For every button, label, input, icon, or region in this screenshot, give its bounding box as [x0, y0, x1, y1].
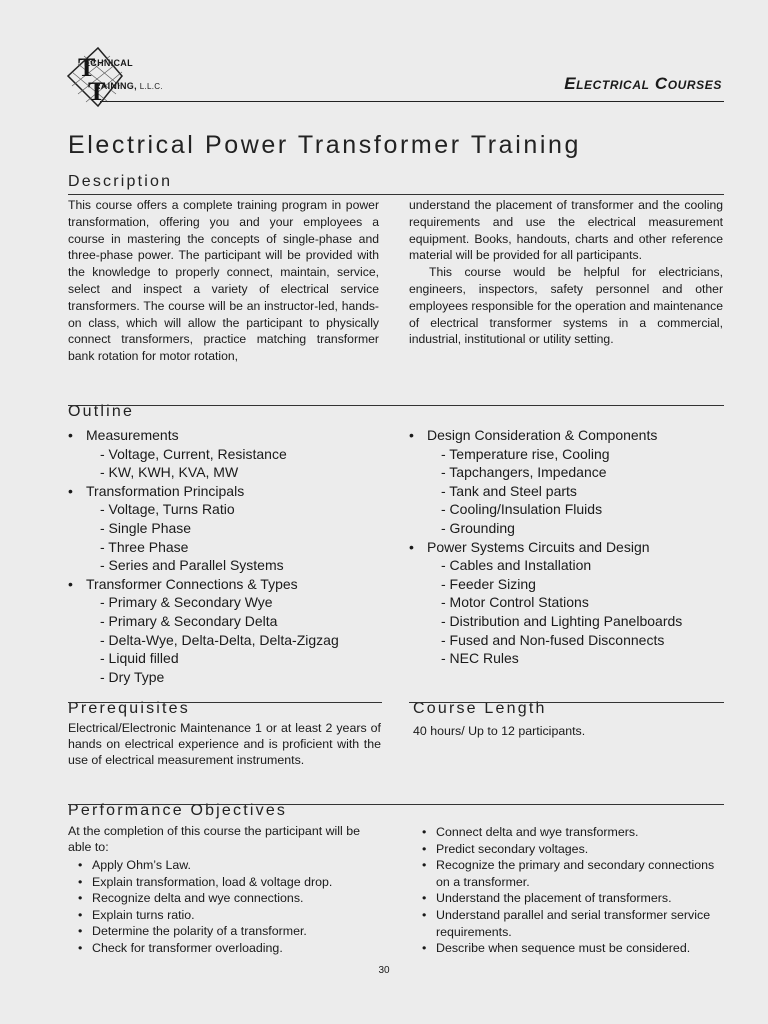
outline-subtopic: - Dry Type — [100, 668, 165, 685]
header-divider — [100, 101, 724, 102]
outline-subtopic: - Series and Parallel Systems — [100, 557, 284, 574]
description-right-text — [409, 197, 723, 348]
logo-text-technical: ECHNICAL — [84, 58, 133, 68]
outline-subtopic: - Motor Control Stations — [441, 594, 589, 611]
outline-subtopic: - Cooling/Insulation Fluids — [441, 501, 603, 518]
logo-text-llc: L.L.C. — [139, 82, 163, 91]
objective-item: • Explain turns ratio. — [76, 907, 396, 924]
objective-item: • Connect delta and wye transformers. — [420, 824, 730, 841]
outline-subtopic: - Grounding — [441, 519, 515, 536]
objectives-right-list — [420, 824, 730, 957]
page-title: Electrical Power Transformer Training — [68, 131, 582, 159]
outline-topic: • Transformation Principals — [68, 482, 398, 501]
outline-subtopic: - Delta-Wye, Delta-Delta, Delta-Zigzag — [100, 631, 339, 648]
outline-subtopic: - Temperature rise, Cooling — [441, 445, 610, 462]
outline-rule — [68, 405, 724, 406]
outline-right-column — [409, 426, 729, 668]
objective-item: • Recognize the primary and secondary connections on a transformer. — [420, 857, 730, 890]
objective-item: • Check for transformer overloading. — [76, 940, 396, 957]
logo-text-training — [94, 81, 163, 91]
objectives-intro: At the completion of this course the participant will be able to: — [68, 824, 361, 855]
prerequisites-rule — [68, 702, 382, 703]
description-right-para-2 — [409, 264, 723, 348]
objective-item: • Understand parallel and serial transformer service requirements. — [420, 907, 730, 940]
outline-subtopic: - Liquid filled — [100, 650, 179, 667]
outline-topic: • Power Systems Circuits and Design — [409, 538, 729, 557]
outline-topic: • Measurements — [68, 426, 398, 445]
objectives-rule — [68, 804, 724, 805]
prerequisites-heading: Prerequisites — [68, 700, 190, 717]
page-number: 30 — [378, 965, 390, 976]
outline-subtopic: - Cables and Installation — [441, 557, 592, 574]
outline-topic: • Transformer Connections & Types — [68, 575, 398, 594]
outline-subtopic: - Fused and Non-fused Disconnects — [441, 631, 665, 648]
prerequisites-text: Electrical/Electronic Maintenance 1 or at least 2 years of hands on electrical experience and is proficient with the use of electrical measurement instruments. — [68, 721, 381, 768]
logo-text-training-word: RAINING, — [94, 81, 137, 91]
objective-item: • Understand the placement of transformers. — [420, 890, 730, 907]
svg-text:T: T — [88, 77, 106, 106]
outline-subtopic: - Primary & Secondary Delta — [100, 612, 278, 629]
outline-subtopic: - Distribution and Lighting Panelboards — [441, 612, 683, 629]
outline-subtopic: - Primary & Secondary Wye — [100, 594, 273, 611]
description-right-para-1: understand the placement of transformer and the cooling requirements and use the electrical measurement equipment. Books, handouts, charts and other reference material will be provided for all participants. — [409, 198, 723, 263]
outline-subtopic: - Tapchangers, Impedance — [441, 464, 607, 481]
outline-subtopic: - Tank and Steel parts — [441, 482, 577, 499]
outline-topic: • Design Consideration & Components — [409, 426, 729, 445]
objectives-left-list — [76, 857, 396, 957]
objective-item: • Determine the polarity of a transformer. — [76, 923, 396, 940]
outline-subtopic: - Feeder Sizing — [441, 575, 536, 592]
outline-subtopic: - NEC Rules — [441, 650, 519, 667]
objective-item: • Recognize delta and wye connections. — [76, 890, 396, 907]
svg-text:T: T — [78, 53, 96, 82]
description-heading: Description — [68, 173, 173, 190]
outline-left-column — [68, 426, 398, 686]
objective-item: • Describe when sequence must be considered. — [420, 940, 730, 957]
description-left-text: This course offers a complete training program in power transformation, offering you and your employees a course in mastering the concepts of single-phase and three-phase power. The participant will be provided with the knowledge to properly connect, maintain, service, select and inspect a variety of electrical service transformers. The course will be an instructor-led, hands-on class, which will allow the participant to physically connect transformers, practice matching transformer bank rotation for motor rotation, — [68, 198, 379, 364]
description-right-para-2-text: This course would be helpful for electricians, engineers, inspectors, safety personnel and other employees responsible for the operation and maintenance of electrical transformer systems in a commercial, industrial, institutional or utility setting. — [409, 265, 723, 347]
objective-item: • Explain transformation, load & voltage drop. — [76, 874, 396, 891]
course-length-rule — [409, 702, 724, 703]
objective-item: • Predict secondary voltages. — [420, 841, 730, 858]
outline-subtopic: - Voltage, Turns Ratio — [100, 501, 235, 518]
description-rule — [68, 194, 724, 195]
objective-item: • Apply Ohm’s Law. — [76, 857, 396, 874]
outline-heading: Outline — [68, 403, 135, 420]
course-category: Electrical Courses — [564, 74, 722, 93]
outline-subtopic: - Three Phase — [100, 538, 189, 555]
outline-subtopic: - Voltage, Current, Resistance — [100, 445, 287, 462]
course-length-heading: Course Length — [413, 700, 547, 717]
outline-subtopic: - KW, KWH, KVA, MW — [100, 464, 239, 481]
course-length-text: 40 hours/ Up to 12 participants. — [413, 724, 586, 738]
objectives-heading: Performance Objectives — [68, 802, 288, 819]
outline-subtopic: - Single Phase — [100, 519, 192, 536]
